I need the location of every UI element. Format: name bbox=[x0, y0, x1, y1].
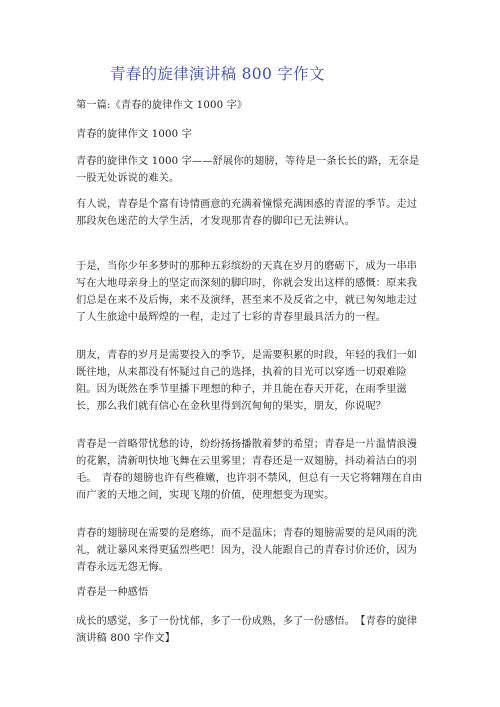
paragraph: 有人说，青春是个富有诗情画意的充满着憧憬充满困惑的青涩的季节。走过那段灰色迷茫的大学生活，才发现那青春的脚印已无法辨认。 bbox=[76, 199, 418, 227]
document-title: 青春的旋律演讲稿 800 字作文 bbox=[110, 65, 325, 83]
subheading: 青春是一种感悟 bbox=[76, 587, 149, 598]
paragraph: 成长的感觉，多了一份忧郁，多了一份成熟，多了一份感悟。 【青春的旋律演讲稿 800 字作文】 bbox=[76, 616, 418, 644]
paragraph: 青春的翅膀现在需要的是磨练，而不是温床；青春的翅膀需要的是风雨的洗礼，就让暴风来得更猛烈些吧！因为，没人能跟自己的青春讨价还价，因为青春永远无怨无悔。 bbox=[76, 528, 418, 573]
paragraph: 朋友，青春的岁月是需要投入的季节，是需要积累的时段，年轻的我们一如既往地，从来都没有怀疑过自己的选择，执着的目光可以穿透一切艰难险阻。因为既然在季节里播下理想的种子，并且能在春天开花，在雨季里滋长，那么我们就有信心在金秋里得到沉甸甸的果实，朋友，你说呢？ bbox=[76, 350, 418, 412]
essay-title: 青春的旋律作文 1000 字 bbox=[76, 129, 193, 140]
section-heading: 第一篇:《青春的旋律作文 1000 字》 bbox=[76, 100, 248, 111]
paragraph: 青春是一首略带忧愁的诗，纷纷扬扬播散着梦的希望；青春是一片温情浪漫的花絮，清新明快地飞舞在云里雾里；青春还是一双翅膀，抖动着洁白的羽毛。 青春的翅膀也许有些稚嫩，也许羽不禁风，但总有一天它将翱翔在自由而广袤的天地之间，实现飞翔的价值，使理想变为现实。 bbox=[76, 439, 423, 501]
paragraph: 青春的旋律作文 1000 字——舒展你的翅膀，等待是一条长长的路，无奈是一股无处诉说的难关。 bbox=[76, 156, 420, 184]
paragraph: 于是，当你少年多梦时的那种五彩缤纷的天真在岁月的磨砺下，成为一串串写在大地母亲身上的坚定而深刻的脚印时，你就会发出这样的感慨：原来我们总是在来不及后悔，来不及演绎，甚至来不及反省之中，就已匆匆地走过了人生旅途中最辉煌的一程，走过了七彩的青春里最具活力的一程。 bbox=[76, 261, 418, 323]
